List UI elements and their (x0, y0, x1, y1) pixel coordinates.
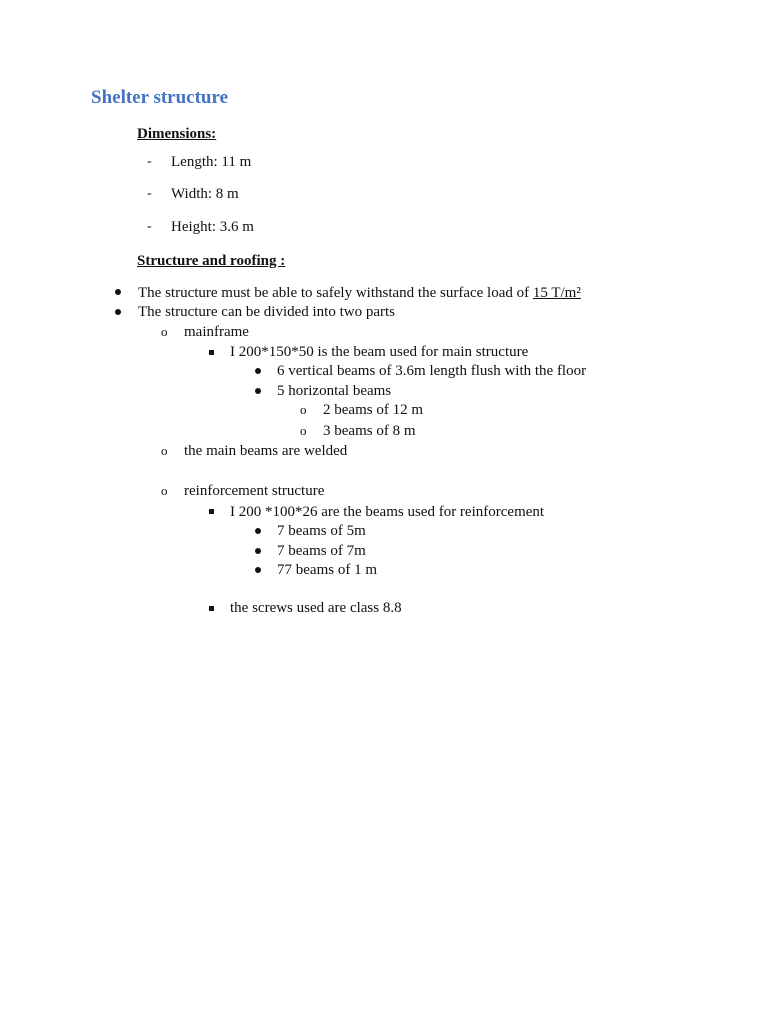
vertical-beams: 6 vertical beams of 3.6m length flush with the floor (277, 363, 587, 379)
load-value: 15 T/m² (532, 285, 581, 301)
horizontal-beams: 5 horizontal beams (277, 383, 392, 399)
reinforcement-item: 77 beams of 1 m (277, 562, 377, 578)
bullet-dot-icon (255, 368, 261, 374)
dimension-height: Height: 3.6 m (171, 219, 254, 235)
circle-bullet-icon: o (161, 483, 168, 498)
mainframe-label: mainframe (184, 324, 249, 340)
circle-bullet-icon: o (300, 423, 307, 438)
dash-marker: - (147, 154, 152, 169)
structure-parts: The structure can be divided into two parts (138, 304, 396, 320)
horizontal-beams-12m: 2 beams of 12 m (323, 402, 423, 418)
screws-note: the screws used are class 8.8 (230, 600, 402, 616)
reinforcement-beam: I 200 *100*26 are the beams used for reinforcement (230, 504, 545, 520)
reinforcement-item: 7 beams of 7m (277, 543, 366, 559)
circle-bullet-icon: o (161, 324, 168, 339)
dimension-width: Width: 8 m (171, 186, 239, 202)
welded-note: the main beams are welded (184, 443, 348, 459)
square-bullet-icon (209, 606, 214, 611)
horizontal-beams-8m: 3 beams of 8 m (323, 423, 416, 439)
bullet-dot-icon (255, 567, 261, 573)
dimension-length: Length: 11 m (171, 154, 252, 170)
square-bullet-icon (209, 509, 214, 514)
bullet-dot-icon (115, 289, 121, 295)
dash-marker: - (147, 186, 152, 201)
circle-bullet-icon: o (161, 443, 168, 458)
bullet-dot-icon (255, 548, 261, 554)
dimensions-heading: Dimensions: (137, 126, 217, 142)
structure-heading: Structure and roofing : (137, 253, 286, 269)
mainframe-beam: I 200*150*50 is the beam used for main structure (230, 344, 529, 360)
square-bullet-icon (209, 350, 214, 355)
load-requirement (138, 284, 581, 302)
reinforcement-label: reinforcement structure (184, 483, 325, 499)
circle-bullet-icon: o (300, 402, 307, 417)
bullet-dot-icon (255, 528, 261, 534)
bullet-dot-icon (115, 309, 121, 315)
dash-marker: - (147, 219, 152, 234)
reinforcement-item: 7 beams of 5m (277, 523, 366, 539)
bullet-dot-icon (255, 388, 261, 394)
page-title: Shelter structure (91, 87, 229, 108)
load-requirement-text: The structure must be able to safely withstand the surface load of (138, 285, 530, 301)
